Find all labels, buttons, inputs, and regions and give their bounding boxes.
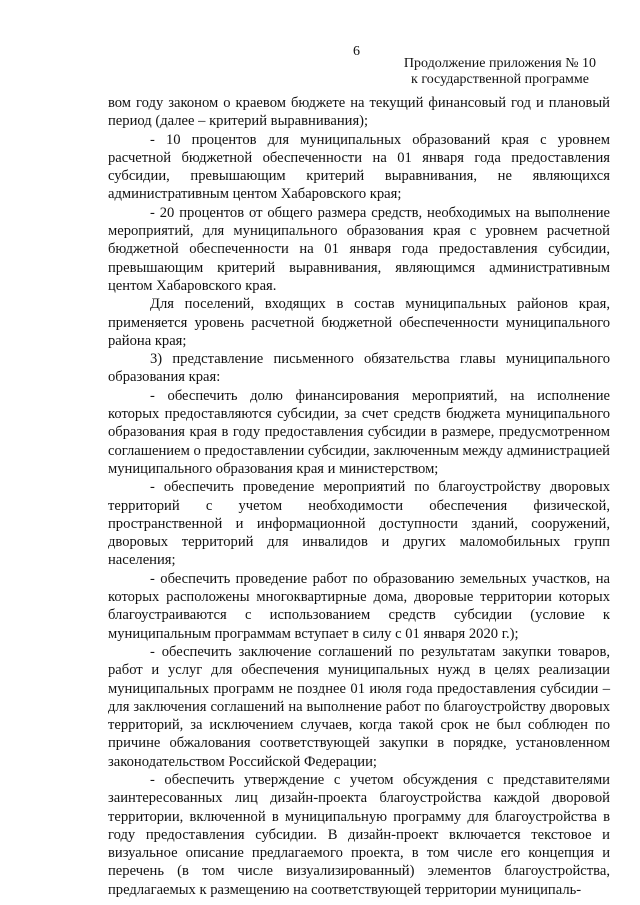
- paragraph-5: 3) представление письменного обязательства главы муниципального образования края:: [108, 351, 610, 386]
- paragraph-8: - обеспечить проведение работ по образованию земельных участков, на которых расположены многоквартирные дома, дворовые территории которых благоустраиваются с использованием средств субсидии (условие к муниципальным программам вступает в силу с 01 января 2020 г.);: [108, 570, 610, 642]
- paragraph-2: - 10 процентов для муниципальных образований края с уровнем расчетной бюджетной обеспеченности на 01 января года предоставления субсидии, превышающим критерий выравнивания, не являющихся административным центом Хабаровского края;: [108, 131, 610, 203]
- paragraph-1: вом году законом о краевом бюджете на текущий финансовый год и плановый период (далее – критерий выравнивания);: [108, 95, 610, 130]
- paragraph-9: - обеспечить заключение соглашений по результатам закупки товаров, работ и услуг для обеспечения муниципальных нужд в целях реализации муниципальных программ не позднее 01 июля года предоставления субсидии – для заключения соглашений на выполнение работ по благоустройству дворовых территорий, за исключением случаев, когда такой срок не был соблюден по причине обжалования соответствующей закупки в порядке, установленном законодательством Российской Федерации;: [108, 643, 610, 770]
- paragraph-6: - обеспечить долю финансирования мероприятий, на исполнение которых предоставляются субсидии, за счет средств бюджета муниципального образования края в году предоставления субсидии в размере, предусмотренном соглашением о предоставлении субсидии, заключенным между администрацией муниципального образования края и министерством;: [108, 387, 610, 477]
- paragraph-7: - обеспечить проведение мероприятий по благоустройству дворовых территорий с учетом необходимости обеспечения физической, пространственной и информационной доступности зданий, сооружений, дворовых территорий для инвалидов и других маломобильных групп населения;: [108, 479, 610, 569]
- appendix-note-line-2: к государственной программе: [411, 72, 589, 87]
- appendix-note-line-1: Продолжение приложения № 10: [403, 56, 597, 71]
- paragraph-4: Для поселений, входящих в состав муниципальных районов края, применяется уровень расчетной бюджетной обеспеченности муниципального района края;: [108, 296, 610, 349]
- body-text: [108, 94, 610, 899]
- page-number: 6: [353, 44, 360, 59]
- appendix-note: [400, 56, 600, 88]
- paragraph-10: - обеспечить утверждение с учетом обсуждения с представителями заинтересованных лиц дизайн-проекта благоустройства каждой дворовой территории, включенной в муниципальную программу для благоустройства в году предоставления субсидии. В дизайн-проект включается текстовое и визуальное описание предлагаемого проекта, в том числе его концепция и перечень (в том числе визуализированный) элементов благоустройства, предлагаемых к размещению на соответствующей территории муниципаль-: [108, 771, 610, 898]
- paragraph-3: - 20 процентов от общего размера средств, необходимых на выполнение мероприятий, для муниципального образования края с уровнем расчетной бюджетной обеспеченности на 01 января года предоставления субсидии, превышающим критерий выравнивания, являющимся административным центом Хабаровского края.: [108, 204, 610, 294]
